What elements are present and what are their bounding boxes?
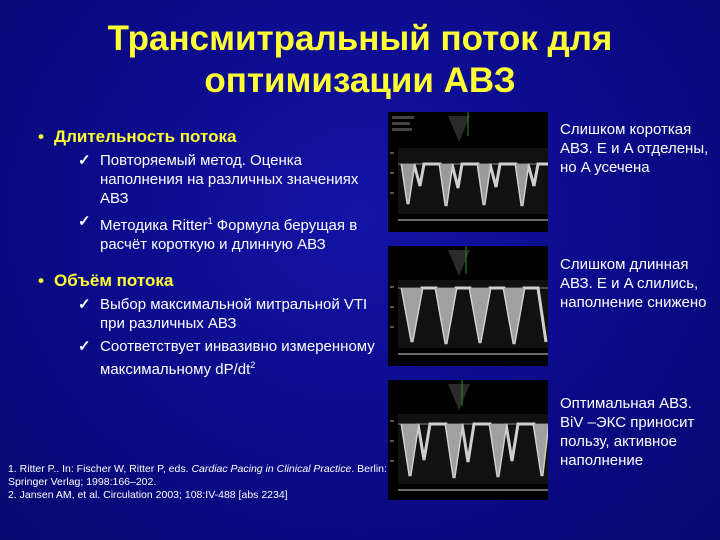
- caption-short-avd: Слишком короткая АВЗ. E и A отделены, но A усечена: [560, 121, 709, 176]
- doppler-image-optimal-avd: [388, 380, 548, 500]
- slide-title: [40, 18, 680, 102]
- bullet-dot-icon: •: [38, 271, 44, 290]
- sub-item-text: Повторяемый метод. Оценка наполнения на различных значениях АВЗ: [100, 152, 359, 207]
- title-line-1: Трансмитральный поток для: [107, 19, 613, 58]
- caption-long-avd: Слишком длинная АВЗ. E и A слились, наполнение снижено: [560, 256, 707, 311]
- doppler-waveform: [388, 112, 548, 232]
- checkmark-icon: ✓: [78, 296, 91, 313]
- sub-item-max-vti: [26, 295, 376, 333]
- checkmark-icon: ✓: [78, 152, 91, 169]
- sub-item-text: Методика Ritter: [100, 217, 208, 234]
- sub-item-dpdt: [26, 337, 376, 379]
- title-line-2: оптимизации АВЗ: [204, 61, 516, 100]
- sub-item-ritter-method: [26, 212, 376, 254]
- bullet-dot-icon: •: [38, 127, 44, 146]
- sub-item-text-rest: Формула берущая в расчёт короткую и длинную АВЗ: [100, 217, 358, 253]
- footnote-marker: 2: [250, 360, 256, 370]
- references: [8, 463, 388, 502]
- doppler-waveform: [388, 246, 548, 366]
- bullet-flow-duration: [26, 126, 376, 147]
- doppler-waveform: [388, 380, 548, 500]
- bullet-label: Объём потока: [54, 271, 174, 290]
- reference-1: 1. Ritter P.. In: Fischer W, Ritter P, eds. Cardiac Pacing in Clinical Practice. Berlin: Springer Verlag; 1998:166–202.: [8, 463, 387, 488]
- checkmark-icon: ✓: [78, 213, 91, 230]
- footnote-marker: 1: [207, 216, 213, 226]
- caption-optimal-avd: Оптимальная АВЗ. BiV –ЭКС приносит пользу, активное наполнение: [560, 395, 695, 469]
- checkmark-icon: ✓: [78, 338, 91, 355]
- sub-item-repeated-method: [26, 151, 376, 208]
- doppler-image-long-avd: [388, 246, 548, 366]
- bullet-list: [26, 122, 376, 379]
- doppler-image-short-avd: [388, 112, 548, 232]
- reference-2: 2. Jansen AM, et al. Circulation 2003; 108:IV-488 [abs 2234]: [8, 489, 288, 501]
- sub-item-text: Соответствует инвазивно измеренному максимальному dP/dt: [100, 338, 375, 378]
- bullet-label: Длительность потока: [54, 127, 237, 146]
- sub-item-text: Выбор максимальной митральной VTI при различных АВЗ: [100, 296, 368, 332]
- bullet-flow-volume: [26, 270, 376, 291]
- reference-1-book-title: Cardiac Pacing in Clinical Practice: [191, 463, 352, 475]
